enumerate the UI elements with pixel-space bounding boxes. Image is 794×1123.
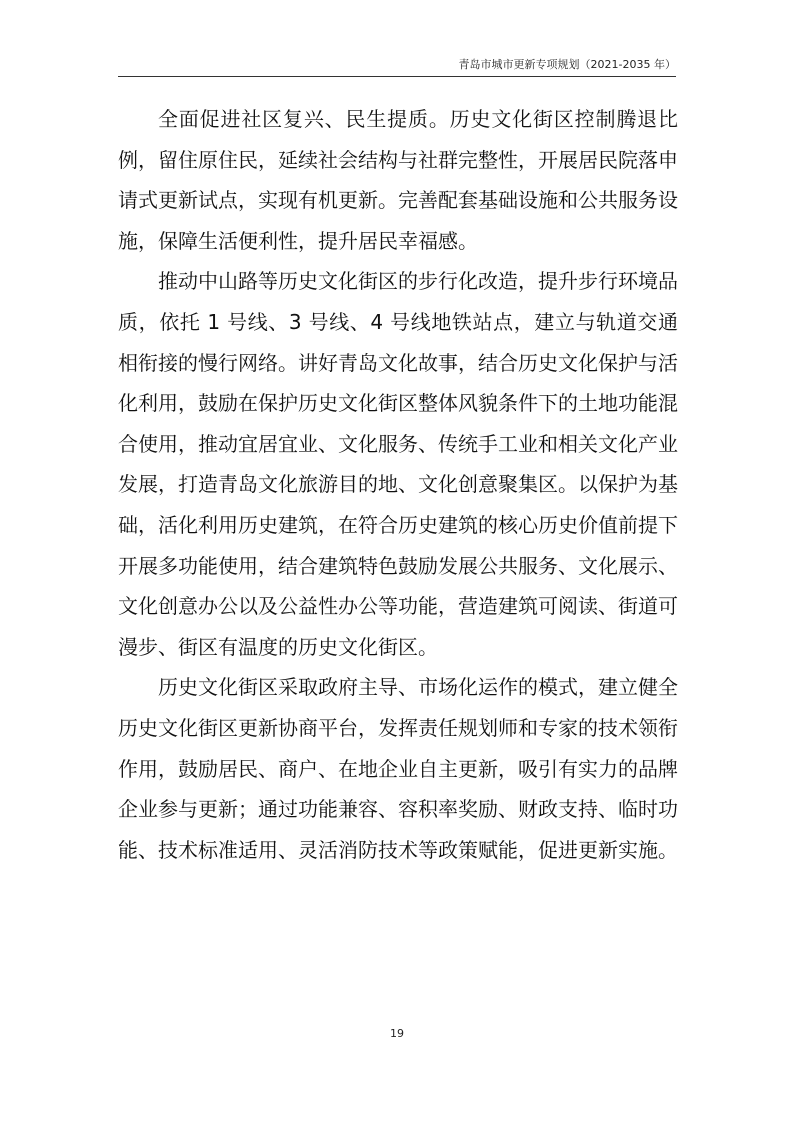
body-text: [118, 99, 678, 870]
running-header-title: 青岛市城市更新专项规划（2021-2035 年）: [458, 58, 676, 71]
paragraph-1: 全面促进社区复兴、民生提质。历史文化街区控制腾退比例，留住原住民，延续社会结构与社群完整性，开展居民院落申请式更新试点，实现有机更新。完善配套基础设施和公共服务设施，保障生活便利性，提升居民幸福感。: [118, 107, 678, 253]
paragraph-2: 推动中山路等历史文化街区的步行化改造，提升步行环境品质，依托 1 号线、3 号线、4 号线地铁站点，建立与轨道交通相衔接的慢行网络。讲好青岛文化故事，结合历史文化保护与活化利用，鼓励在保护历史文化街区整体风貌条件下的土地功能混合使用，推动宜居宜业、文化服务、传统手工业和相关文化产业发展，打造青岛文化旅游目的地、文化创意聚集区。以保护为基础，活化利用历史建筑，在符合历史建筑的核心历史价值前提下开展多功能使用，结合建筑特色鼓励发展公共服务、文化展示、文化创意办公以及公益性办公等功能，营造建筑可阅读、街道可漫步、街区有温度的历史文化街区。: [118, 269, 678, 659]
running-header: [118, 56, 676, 77]
paragraph-3: 历史文化街区采取政府主导、市场化运作的模式，建立健全历史文化街区更新协商平台，发挥责任规划师和专家的技术领衔作用，鼓励居民、商户、在地企业自主更新，吸引有实力的品牌企业参与更新；通过功能兼容、容积率奖励、财政支持、临时功能、技术标准适用、灵活消防技术等政策赋能，促进更新实施。: [118, 675, 678, 862]
page-number: 19: [390, 1027, 404, 1040]
